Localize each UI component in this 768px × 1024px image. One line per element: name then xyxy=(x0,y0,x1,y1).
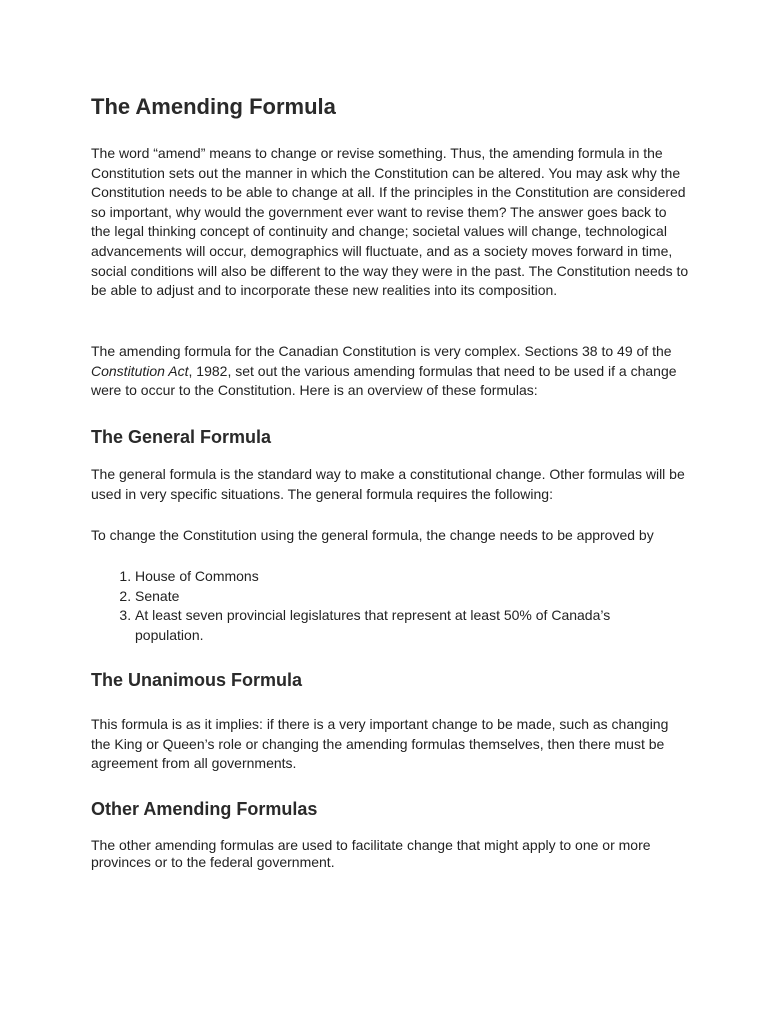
list-item: 1. House of Commons xyxy=(135,567,655,587)
constitution-act-italic: Constitution Act xyxy=(91,362,189,379)
unanimous-formula-paragraph: This formula is as it implies: if there is a very important change to be made, such as changing the King or Queen’s role or changing the amending formulas themselves, then there must be agreement from all governments. xyxy=(91,716,669,772)
unanimous-formula-heading: The Unanimous Formula xyxy=(91,670,303,690)
intro-paragraph-1: The word “amend” means to change or revise something. Thus, the amending formula in the Constitution sets out the manner in which the Constitution can be altered. You may ask why the Constitution needs to be able to change at all. If the principles in the Constitution are considered so important, why would the government ever want to revise them? The answer goes back to the legal thinking concept of continuity and change; societal values will change, technological advancements will occur, demographics will fluctuate, and as a society moves forward in time, social conditions will also be different to the way they were in the past. The Constitution needs to be able to adjust and to incorporate these new realities into its composition. xyxy=(91,145,689,299)
list-item: 2. Senate xyxy=(135,587,655,607)
page-title: The Amending Formula xyxy=(91,94,336,119)
general-formula-requirements-list xyxy=(91,567,655,645)
intro-paragraph-2-text-before: The amending formula for the Canadian Constitution is very complex. Sections 38 to 49 of the xyxy=(91,343,672,359)
general-formula-paragraph-1: The general formula is the standard way to make a constitutional change. Other formulas will be used in very specific situations. The general formula requires the following: xyxy=(91,466,685,502)
general-formula-paragraph-2: To change the Constitution using the general formula, the change needs to be approved by xyxy=(91,527,654,543)
intro-paragraph-2-text-after: , 1982, set out the various amending formulas that need to be used if a change were to occur to the Constitution. Here is an overview of these formulas: xyxy=(91,362,677,399)
intro-paragraph-2 xyxy=(91,342,691,401)
list-item: 3. At least seven provincial legislatures that represent at least 50% of Canada’s population. xyxy=(135,606,655,645)
other-formulas-paragraph: The other amending formulas are used to facilitate change that might apply to one or more provinces or to the federal government. xyxy=(91,837,651,870)
other-formulas-heading: Other Amending Formulas xyxy=(91,799,318,819)
general-formula-heading: The General Formula xyxy=(91,427,272,447)
